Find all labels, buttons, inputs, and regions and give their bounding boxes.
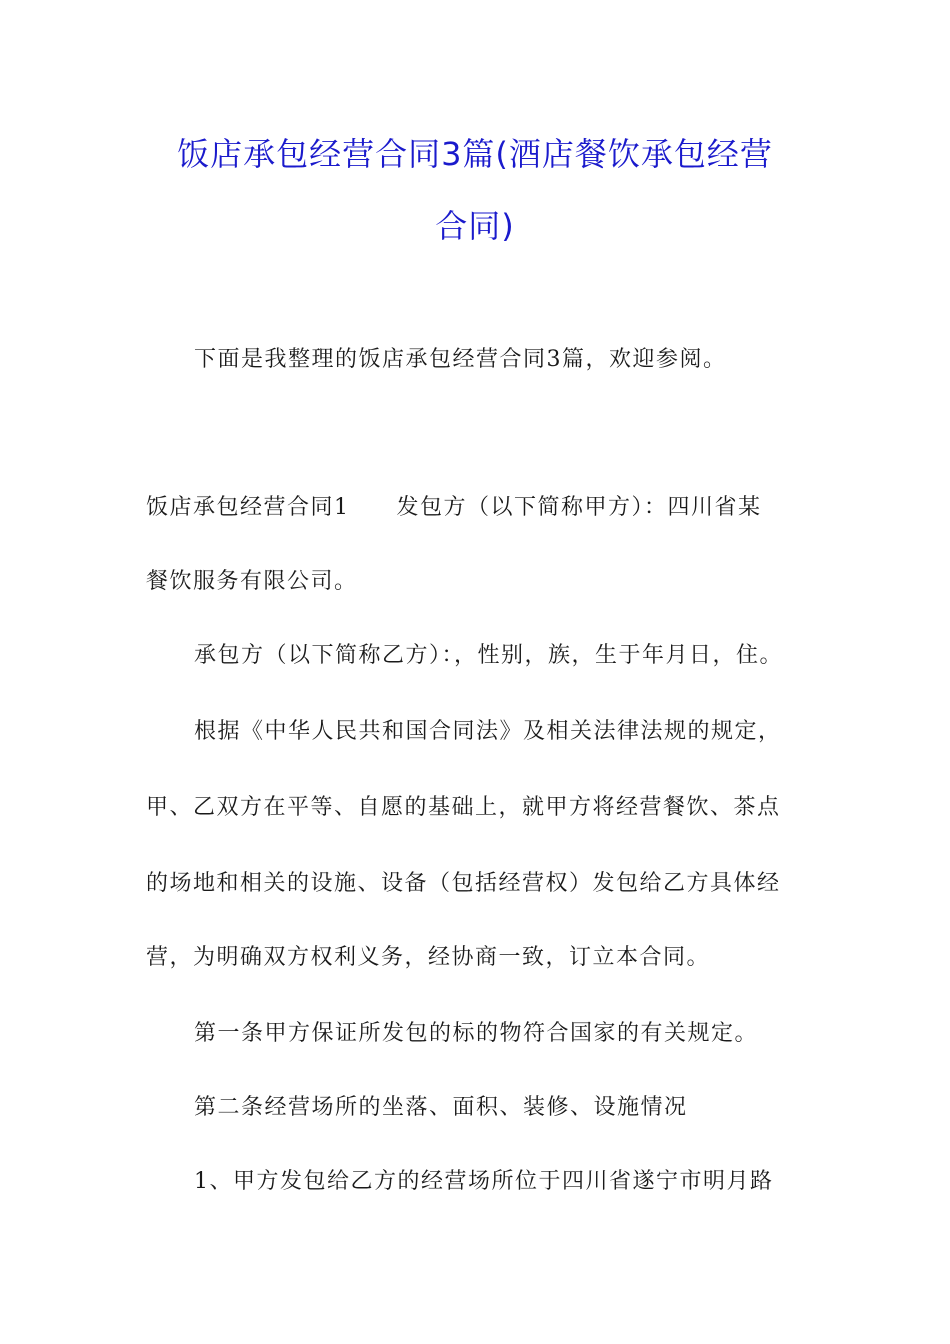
title-line-1: 饭店承包经营合同3篇(酒店餐饮承包经营 — [177, 135, 773, 173]
basis-line-1: 根据《中华人民共和国合同法》及相关法律法规的规定， — [194, 719, 782, 744]
contract1-line-1: 饭店承包经营合同1 发包方（以下简称甲方）：四川省某 — [146, 495, 762, 520]
document-title — [120, 118, 830, 262]
article-2-paragraph: 第二条经营场所的坐落、面积、装修、设施情况 — [194, 1095, 688, 1120]
item-1-paragraph: 1、甲方发包给乙方的经营场所位于四川省遂宁市明月路 — [194, 1169, 774, 1194]
party-b-paragraph: 承包方（以下简称乙方）：，性别，族，生于年月日，住。 — [194, 643, 784, 668]
intro-paragraph: 下面是我整理的饭店承包经营合同3篇，欢迎参阅。 — [194, 347, 727, 372]
article-1-paragraph: 第一条甲方保证所发包的标的物符合国家的有关规定。 — [194, 1021, 759, 1046]
basis-line-3: 的场地和相关的设施、设备（包括经营权）发包给乙方具体经 — [146, 871, 781, 896]
basis-line-2: 甲、乙双方在平等、自愿的基础上，就甲方将经营餐饮、茶点 — [146, 795, 781, 820]
title-line-2: 合同) — [435, 207, 515, 245]
contract1-line-2: 餐饮服务有限公司。 — [146, 569, 358, 594]
basis-line-4: 营，为明确双方权利义务，经协商一致，订立本合同。 — [146, 945, 711, 970]
